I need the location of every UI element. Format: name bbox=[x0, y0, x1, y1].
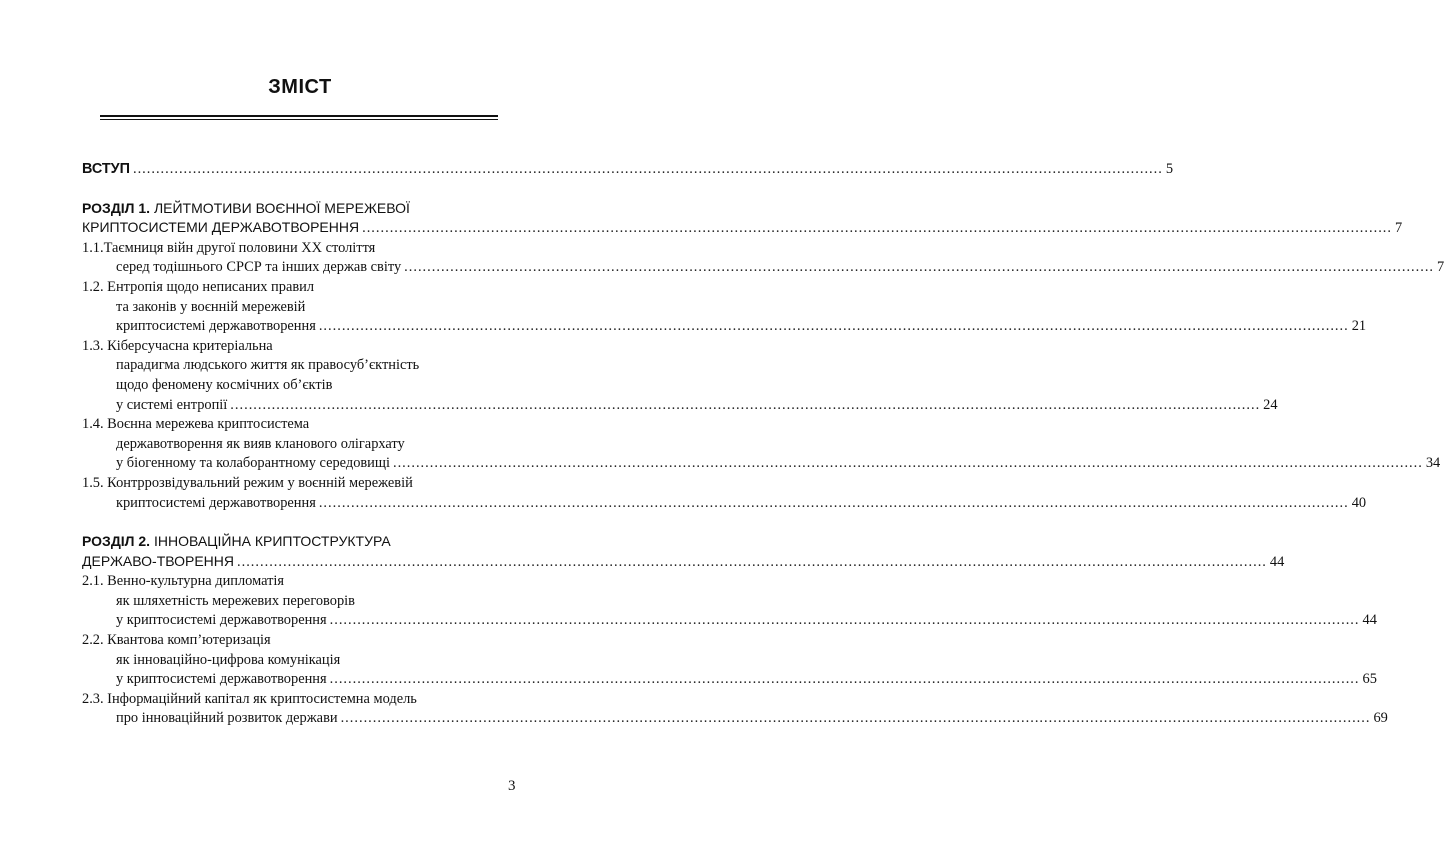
toc-entry-label: як інноваційно-цифрова комунікація bbox=[116, 651, 341, 668]
leader-dots: ................................................................................................................................................................................................................................ bbox=[230, 396, 1261, 413]
toc-entry-page: 34 bbox=[1425, 455, 1441, 472]
leader-dots: ................................................................................................................................................................................................................................ bbox=[318, 318, 1349, 335]
leader-dots: ................................................................................................................................................................................................................................ bbox=[329, 671, 1360, 688]
section-number: РОЗДІЛ 2. bbox=[82, 533, 151, 550]
toc-entry-label: 2.3. Інформаційний капітал як криптосистемна модель bbox=[82, 690, 417, 707]
toc-entry-page: 69 bbox=[1373, 710, 1388, 727]
toc-entry-page: 24 bbox=[1263, 396, 1278, 413]
section-title: ДЕРЖАВО-ТВОРЕННЯ bbox=[82, 552, 235, 569]
toc-entry-label: парадигма людського життя як правосуб’єктність bbox=[116, 357, 420, 374]
toc-entry-label: у системі ентропії bbox=[116, 396, 228, 413]
toc-entry-1-2-cont[interactable] bbox=[82, 317, 1367, 337]
toc-entry-page: 5 bbox=[1165, 161, 1174, 177]
leader-dots: ................................................................................................................................................................................................................................ bbox=[340, 710, 1371, 727]
toc-section-2-heading-cont[interactable] bbox=[82, 552, 1285, 573]
toc-entry-1-4-cont[interactable] bbox=[82, 454, 1441, 474]
section-title: КРИПТОСИСТЕМИ ДЕРЖАВОТВОРЕННЯ bbox=[82, 219, 360, 236]
leader-dots: ................................................................................................................................................................................................................................ bbox=[362, 220, 1392, 237]
title-rule-thin bbox=[100, 119, 498, 120]
toc-entry-label: у криптосистемі державотворення bbox=[116, 671, 327, 688]
toc-entry-label: 1.1.Таємниця війн другої половини ХХ століття bbox=[82, 239, 376, 256]
toc-entry-page: 21 bbox=[1351, 318, 1367, 335]
table-of-contents bbox=[82, 160, 1444, 729]
toc-entry-2-3-cont[interactable] bbox=[82, 709, 1388, 729]
toc-section-1-heading-cont[interactable] bbox=[82, 218, 1403, 239]
toc-entry-page: 44 bbox=[1269, 553, 1285, 570]
toc-entry-label: як шляхетність мережевих переговорів bbox=[116, 592, 355, 609]
section-number: РОЗДІЛ 1. bbox=[82, 199, 151, 216]
toc-entry-2-2[interactable] bbox=[82, 631, 520, 651]
toc-entry-1-3-cont[interactable] bbox=[82, 356, 520, 376]
toc-entry-page: 7 bbox=[1437, 259, 1444, 276]
toc-entry-intro[interactable] bbox=[82, 160, 1174, 180]
toc-entry-2-1-cont[interactable] bbox=[82, 611, 1377, 631]
leader-dots: ................................................................................................................................................................................................................................ bbox=[329, 612, 1360, 629]
toc-entry-1-4-cont[interactable] bbox=[82, 435, 520, 455]
title-rule bbox=[100, 115, 498, 117]
leader-dots: ................................................................................................................................................................................................................................ bbox=[318, 494, 1349, 511]
toc-entry-1-2[interactable] bbox=[82, 278, 520, 298]
toc-entry-label: державотворення як вияв кланового олігархату bbox=[116, 435, 405, 452]
toc-entry-1-1[interactable] bbox=[82, 239, 520, 259]
section-title: ЛЕЙТМОТИВИ ВОЄННОЇ МЕРЕЖЕВОЇ bbox=[153, 199, 410, 216]
toc-entry-page: 7 bbox=[1394, 220, 1403, 237]
page-title: ЗМІСТ bbox=[268, 76, 332, 98]
toc-entry-label: 1.3. Кіберсучасна критеріальна bbox=[82, 337, 273, 354]
toc-entry-1-5-cont[interactable] bbox=[82, 494, 1367, 514]
toc-entry-label: про інноваційний розвиток держави bbox=[116, 710, 338, 727]
leader-dots: ................................................................................................................................................................................................................................ bbox=[237, 553, 1267, 570]
toc-entry-label: у біогенному та колаборантному середовищі bbox=[116, 455, 390, 472]
leader-dots: ................................................................................................................................................................................................................................ bbox=[132, 161, 1163, 177]
toc-entry-1-5[interactable] bbox=[82, 474, 520, 494]
toc-entry-1-1-cont[interactable] bbox=[82, 258, 1444, 278]
leader-dots: ................................................................................................................................................................................................................................ bbox=[392, 455, 1423, 472]
page-number: 3 bbox=[508, 778, 516, 794]
toc-entry-label: криптосистемі державотворення bbox=[116, 494, 316, 511]
toc-entry-2-2-cont[interactable] bbox=[82, 670, 1377, 690]
toc-entry-2-2-cont[interactable] bbox=[82, 651, 520, 671]
toc-section-2-heading[interactable] bbox=[82, 532, 520, 552]
toc-entry-label: у криптосистемі державотворення bbox=[116, 612, 327, 629]
toc-entry-1-3-cont[interactable] bbox=[82, 396, 1278, 416]
toc-section-1-heading[interactable] bbox=[82, 199, 520, 219]
toc-entry-page: 40 bbox=[1351, 494, 1367, 511]
section-title: ІННОВАЦІЙНА КРИПТОСТРУКТУРА bbox=[153, 533, 391, 550]
toc-entry-1-2-cont[interactable] bbox=[82, 298, 520, 318]
toc-entry-label: ВСТУП bbox=[82, 161, 130, 177]
toc-entry-1-3[interactable] bbox=[82, 337, 520, 357]
toc-entry-1-4[interactable] bbox=[82, 415, 520, 435]
toc-entry-1-3-cont[interactable] bbox=[82, 376, 520, 396]
toc-entry-label: криптосистемі державотворення bbox=[116, 318, 316, 335]
toc-entry-page: 65 bbox=[1362, 671, 1377, 688]
toc-entry-page: 44 bbox=[1362, 612, 1377, 629]
toc-entry-label: 1.4. Воєнна мережева криптосистема bbox=[82, 416, 310, 433]
toc-entry-label: 1.2. Ентропія щодо неписаних правил bbox=[82, 278, 315, 295]
toc-entry-label: 1.5. Контррозвідувальний режим у воєнній мережевій bbox=[82, 474, 413, 491]
toc-entry-label: та законів у воєнній мережевій bbox=[116, 298, 306, 315]
toc-entry-2-1[interactable] bbox=[82, 572, 520, 592]
toc-entry-2-1-cont[interactable] bbox=[82, 592, 520, 612]
toc-entry-label: 2.1. Венно-культурна дипломатія bbox=[82, 573, 285, 590]
leader-dots: ................................................................................................................................................................................................................................ bbox=[404, 259, 1435, 276]
toc-entry-label: серед тодішнього СРСР та інших держав світу bbox=[116, 259, 402, 276]
toc-entry-label: щодо феномену космічних об’єктів bbox=[116, 376, 333, 393]
toc-entry-2-3[interactable] bbox=[82, 690, 520, 710]
toc-entry-label: 2.2. Квантова комп’ютеризація bbox=[82, 632, 271, 649]
